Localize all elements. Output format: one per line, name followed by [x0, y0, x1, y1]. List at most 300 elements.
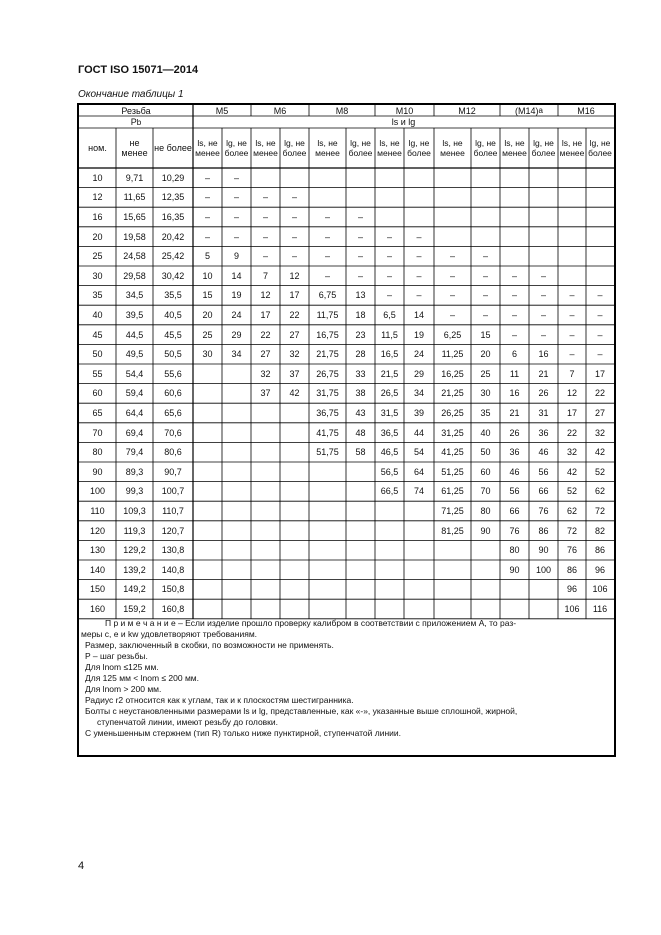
dimension-cell: – — [449, 251, 455, 262]
dimension-cell: 15 — [480, 329, 491, 340]
dimension-cell: 42 — [566, 466, 577, 477]
l-nom-header: ном. — [88, 143, 107, 153]
dimension-cell — [280, 540, 309, 560]
dimension-cell — [346, 188, 375, 208]
dimension-cell: – — [357, 251, 363, 262]
dimension-cell: 80 — [480, 505, 491, 516]
length-cell: 70,6 — [164, 427, 182, 438]
dimension-cell: 106 — [564, 603, 580, 614]
dimension-cell: 23 — [355, 329, 366, 340]
length-cell: 16 — [92, 211, 103, 222]
dimension-cell: 29 — [231, 329, 242, 340]
dimension-cell: 32 — [289, 349, 300, 360]
dimension-cell — [222, 364, 251, 384]
dimension-cell: 34 — [231, 349, 242, 360]
dimension-cell: 14 — [413, 309, 424, 320]
dimension-cell: 72 — [594, 505, 605, 516]
dimension-cell: – — [597, 290, 603, 301]
length-cell: 29,58 — [123, 270, 146, 281]
ls-min-header: ls, не менее — [195, 138, 220, 158]
dimension-cell: 22 — [594, 388, 605, 399]
pitch-text: P — [130, 117, 137, 127]
dimension-cell — [309, 521, 346, 541]
length-cell: 49,5 — [125, 349, 144, 360]
dimension-cell — [529, 580, 558, 600]
dimension-cell: 32 — [594, 427, 605, 438]
dimension-cell: – — [540, 270, 546, 281]
dimension-cell — [471, 168, 500, 188]
dimension-cell: 25 — [480, 368, 491, 379]
length-cell: 70 — [92, 427, 103, 438]
dimension-cell — [193, 599, 222, 619]
dimension-cell — [193, 462, 222, 482]
dimension-cell — [471, 227, 500, 247]
lg-max-header: lg, не более — [588, 138, 612, 158]
dimension-cell — [309, 168, 346, 188]
length-cell: 160 — [89, 603, 106, 614]
dimension-cell: 26 — [509, 427, 520, 438]
dimension-cell: 81,25 — [441, 525, 464, 536]
dimension-cell: – — [482, 309, 488, 320]
dimension-cell: 31 — [538, 407, 549, 418]
dimension-cell — [404, 501, 434, 521]
dimension-cell: – — [416, 270, 422, 281]
length-cell: 20,42 — [161, 231, 185, 242]
dimension-cell: – — [540, 329, 546, 340]
dimension-cell: – — [416, 290, 422, 301]
dimension-cell: – — [204, 211, 210, 222]
dimension-cell — [193, 442, 222, 462]
lg-max-header: lg, не более — [407, 138, 431, 158]
dimension-cell — [346, 580, 375, 600]
dimension-cell: 31,25 — [441, 427, 464, 438]
dimension-cell — [375, 188, 404, 208]
dimension-cell: 30 — [202, 349, 213, 360]
dimension-cell — [193, 403, 222, 423]
dimension-cell — [500, 580, 529, 600]
dimension-cell: 12 — [566, 388, 577, 399]
dimension-cell: – — [482, 251, 488, 262]
dimension-cell: 6 — [511, 349, 517, 360]
dimension-cell — [375, 521, 404, 541]
length-cell: 9,71 — [125, 172, 144, 183]
dimension-cell — [529, 168, 558, 188]
dimension-cell — [586, 168, 614, 188]
dimension-cell: – — [262, 231, 268, 242]
dimension-cell: 38 — [355, 388, 366, 399]
length-cell: 55,6 — [164, 368, 182, 379]
dimension-cell — [309, 580, 346, 600]
dimension-cell: 18 — [355, 309, 366, 320]
dimension-cell — [434, 540, 471, 560]
length-cell: 100,7 — [161, 486, 185, 497]
dimension-cell — [309, 462, 346, 482]
dimension-cell: 28 — [355, 349, 366, 360]
dimension-cell — [500, 599, 529, 619]
dimension-cell: 96 — [594, 564, 605, 575]
dimension-cell — [434, 599, 471, 619]
dimension-cell: 16,75 — [316, 329, 339, 340]
length-cell: 16,35 — [161, 211, 185, 222]
length-cell: 140 — [89, 564, 106, 575]
dimension-cell — [346, 168, 375, 188]
dimension-cell: 16,5 — [380, 349, 399, 360]
footnote-f: Радиус r2 относится как к углам, так и к плоскостям шестигранника. — [85, 695, 354, 705]
pitch-sup: b — [136, 117, 142, 127]
length-cell: 139,2 — [123, 564, 146, 575]
dimension-cell: – — [357, 231, 363, 242]
dimension-cell — [309, 482, 346, 502]
dimension-cell: 66 — [538, 486, 549, 497]
dimension-cell: 11,75 — [316, 309, 339, 320]
dimension-cell: 37 — [289, 368, 300, 379]
dimension-cell: 46 — [538, 447, 549, 458]
length-cell: 25,42 — [161, 251, 185, 262]
dimension-cell — [471, 580, 500, 600]
ls-min-header: ls, не менее — [502, 138, 527, 158]
dimension-cell — [375, 580, 404, 600]
dimension-cell — [375, 168, 404, 188]
dimension-cell: 27 — [260, 349, 271, 360]
thread-M10: M10 — [395, 105, 414, 116]
length-cell: 65,6 — [164, 407, 182, 418]
dimension-cell: 42 — [289, 388, 300, 399]
dimension-cell: 27 — [594, 407, 605, 418]
dimension-cell: 26,75 — [316, 368, 339, 379]
table-notes — [79, 618, 614, 739]
dimension-cell: – — [386, 290, 392, 301]
dimension-cell — [222, 482, 251, 502]
thread-M12: M12 — [458, 105, 476, 116]
dimension-cell — [346, 462, 375, 482]
dimension-cell: 9 — [233, 251, 239, 262]
length-cell: 60,6 — [164, 388, 182, 399]
dimension-cell: 52 — [594, 466, 605, 477]
dimension-cell: 39 — [413, 407, 424, 418]
dimension-cell: 6,75 — [318, 290, 337, 301]
length-cell: 34,5 — [125, 290, 144, 301]
dimension-cell — [251, 560, 280, 580]
dimension-cell — [222, 560, 251, 580]
dimension-cell: 116 — [592, 603, 608, 614]
dimension-cell: 20 — [480, 349, 491, 360]
dimension-cell — [193, 521, 222, 541]
footnote-g: Болты с неустановленными размерами ls и lg, представленные, как «-», указанные выше сплошной, жирной, — [85, 706, 518, 716]
dimension-cell: 26,25 — [441, 407, 464, 418]
dimension-cell — [558, 266, 586, 286]
dimension-cell — [222, 403, 251, 423]
dimension-cell: – — [482, 290, 488, 301]
dimension-cell: 90 — [509, 564, 520, 575]
footnote-e: Для lnom > 200 мм. — [85, 684, 162, 694]
dimension-cell — [500, 246, 529, 266]
dimension-cell: – — [449, 290, 455, 301]
dimension-cell: – — [291, 192, 297, 203]
dimension-cell: 54 — [413, 447, 424, 458]
dimension-cell: 22 — [289, 309, 300, 320]
dimension-cell: 66,5 — [380, 486, 399, 497]
dimension-cell — [471, 207, 500, 227]
dimension-cell: 66 — [509, 505, 520, 516]
dimension-cell — [309, 599, 346, 619]
dimension-cell: 86 — [594, 545, 605, 556]
dimension-cell: 24 — [231, 309, 242, 320]
dimension-cell — [375, 501, 404, 521]
thread-M14 — [500, 105, 558, 116]
dimension-cell: – — [262, 192, 268, 203]
dimension-cell — [193, 560, 222, 580]
length-cell: 54,4 — [125, 368, 144, 379]
dimension-cell — [586, 188, 614, 208]
dimension-cell: 106 — [592, 584, 608, 595]
dimension-cell: 25 — [202, 329, 213, 340]
length-cell: 50,5 — [164, 349, 182, 360]
dimension-cell: 48 — [355, 427, 366, 438]
dimension-cell — [558, 188, 586, 208]
dimension-cell — [251, 580, 280, 600]
dimension-cell — [500, 188, 529, 208]
dimension-cell: 32 — [566, 447, 577, 458]
length-cell: 140,8 — [161, 564, 185, 575]
ls-min-header: ls, не менее — [440, 138, 465, 158]
dimension-cell — [251, 423, 280, 443]
thread-M14-sup: a — [538, 106, 543, 115]
dimension-cell — [346, 599, 375, 619]
dimension-cell: 90 — [480, 525, 491, 536]
dimension-cell: – — [386, 251, 392, 262]
dimension-cell: – — [291, 231, 297, 242]
length-cell: 150,8 — [161, 584, 185, 595]
length-cell: 109,3 — [123, 505, 146, 516]
dimension-cell: 31,5 — [380, 407, 399, 418]
dimension-cell: 72 — [566, 525, 577, 536]
dimension-cell: 12 — [289, 270, 300, 281]
dimension-cell: 20 — [202, 309, 213, 320]
length-cell: 55 — [92, 368, 103, 379]
length-cell: 79,4 — [125, 447, 144, 458]
ls-min-header: ls, не менее — [315, 138, 340, 158]
dimension-cell: – — [511, 270, 517, 281]
dimension-cell: – — [511, 309, 517, 320]
dimension-cell — [375, 560, 404, 580]
dimension-cell: 11 — [509, 368, 520, 379]
dimension-cell: 16 — [538, 349, 549, 360]
dimension-cell — [346, 521, 375, 541]
thread-M16: M16 — [577, 105, 595, 116]
length-cell: 100 — [89, 486, 106, 497]
dimension-cell — [375, 599, 404, 619]
dimension-cell: 21,5 — [380, 368, 399, 379]
dimension-cell: – — [597, 349, 603, 360]
dimension-cell: – — [357, 211, 363, 222]
dimension-cell: 33 — [355, 368, 366, 379]
dimension-cell — [222, 442, 251, 462]
dimension-cell: 27 — [289, 329, 300, 340]
dimension-cell: 60 — [480, 466, 491, 477]
dimension-cell: – — [540, 290, 546, 301]
dimension-cell: – — [324, 251, 330, 262]
dimension-cell: – — [233, 231, 239, 242]
thread-M6: M6 — [273, 105, 287, 116]
length-cell: 65 — [92, 407, 103, 418]
dimension-cell — [375, 207, 404, 227]
dimension-cell — [280, 599, 309, 619]
lg-max-header: lg, не более — [282, 138, 307, 158]
dimension-cell — [280, 560, 309, 580]
length-cell: 110,7 — [162, 505, 184, 516]
dimension-cell: 74 — [413, 486, 424, 497]
dimension-cell: 40 — [480, 427, 491, 438]
dimension-cell — [586, 266, 614, 286]
dimension-cell: – — [357, 270, 363, 281]
dimension-cell: – — [262, 251, 268, 262]
dimension-cell — [434, 207, 471, 227]
dimension-cell — [193, 364, 222, 384]
dimension-cell — [222, 384, 251, 404]
dimension-cell — [309, 540, 346, 560]
ls-min-header: ls, не менее — [559, 138, 585, 158]
dimension-cell — [529, 188, 558, 208]
dimension-cell — [280, 403, 309, 423]
length-cell: 12,35 — [161, 192, 185, 203]
dimension-cell: – — [324, 231, 330, 242]
lg-max-header: lg, не более — [473, 138, 498, 158]
dimension-cell — [222, 423, 251, 443]
dimension-cell: – — [204, 192, 210, 203]
dimension-cell: – — [482, 270, 488, 281]
dimension-cell: – — [233, 172, 239, 183]
dimension-cell: 42 — [594, 447, 605, 458]
length-cell: 80,6 — [164, 447, 182, 458]
dimension-cell: – — [291, 211, 297, 222]
dimension-cell — [434, 580, 471, 600]
dimension-cell — [346, 501, 375, 521]
length-cell: 89,3 — [125, 466, 144, 477]
dimension-cell: 21,25 — [441, 388, 464, 399]
document-header: ГОСТ ISO 15071—2014 — [78, 64, 199, 76]
dimension-cell: 15 — [202, 290, 213, 301]
dimension-cell — [346, 560, 375, 580]
dimension-cell: 30 — [480, 388, 491, 399]
dimension-cell — [586, 227, 614, 247]
dimension-cell: 17 — [289, 290, 300, 301]
thread-M8: M8 — [335, 105, 349, 116]
length-cell: 69,4 — [125, 427, 144, 438]
ls-min-header: ls, не менее — [377, 138, 402, 158]
dimension-cell: 100 — [535, 564, 552, 575]
footnote-h: С уменьшенным стержнем (тип R) только ниже пунктирной, ступенчатой линии. — [85, 728, 402, 738]
length-cell: 80 — [92, 447, 103, 458]
length-cell: 50 — [92, 349, 103, 360]
length-cell: 11,65 — [123, 192, 146, 203]
dimension-cell: 26,5 — [380, 388, 399, 399]
length-cell: 10 — [92, 172, 103, 183]
dimension-cell: 76 — [566, 545, 577, 556]
dimension-cell — [404, 207, 434, 227]
ls-lg-label: ls и lg — [391, 117, 416, 127]
dimension-cell: – — [569, 329, 575, 340]
dimension-cell — [586, 246, 614, 266]
dimension-cell: 46 — [509, 466, 520, 477]
dimension-cell: 36,5 — [380, 427, 399, 438]
footnote-c: Для lnom ≤125 мм. — [85, 662, 159, 672]
dimension-cell — [558, 246, 586, 266]
length-cell: 12 — [92, 192, 103, 203]
dimension-cell — [193, 384, 222, 404]
dimension-cell: – — [569, 309, 575, 320]
dimension-cell — [280, 442, 309, 462]
dimension-cell — [251, 501, 280, 521]
length-cell: 44,5 — [125, 329, 144, 340]
dimension-cell: 58 — [355, 447, 366, 458]
dimension-cell: 19 — [413, 329, 424, 340]
dimension-cell: 6,5 — [383, 309, 396, 320]
dimension-cell: 86 — [566, 564, 577, 575]
dimension-cell — [404, 560, 434, 580]
dimension-cell — [404, 188, 434, 208]
length-cell: 39,5 — [125, 309, 144, 320]
dimension-cell: 7 — [569, 368, 575, 379]
dimension-cell — [500, 168, 529, 188]
dimension-cell: 5 — [204, 251, 210, 262]
dimension-cell: – — [449, 309, 455, 320]
dimension-cell — [529, 227, 558, 247]
dimension-cell: – — [416, 251, 422, 262]
dimension-cell: 32 — [260, 368, 271, 379]
dimension-cell — [251, 462, 280, 482]
thread-M14-text: (M14) — [515, 105, 539, 116]
dimension-cell: 41,25 — [441, 447, 464, 458]
dimension-cell — [434, 168, 471, 188]
dimension-cell: 16,25 — [441, 368, 464, 379]
dimension-cell — [346, 540, 375, 560]
length-cell: 149,2 — [123, 584, 146, 595]
dimension-cell: – — [511, 290, 517, 301]
dimension-cell: 62 — [566, 505, 577, 516]
dimension-cell: 12 — [260, 290, 271, 301]
footnote-d: Для 125 мм < lnom ≤ 200 мм. — [85, 673, 200, 683]
dimension-cell: – — [324, 211, 330, 222]
dimension-cell: 22 — [566, 427, 577, 438]
dimension-cell: – — [233, 211, 239, 222]
dimension-cell: 36 — [538, 427, 549, 438]
dimension-cell — [251, 482, 280, 502]
length-cell: 90 — [92, 466, 103, 477]
dimension-cell: 46,5 — [380, 447, 399, 458]
dimension-cell: – — [324, 270, 330, 281]
length-cell: 130,8 — [161, 545, 185, 556]
dimension-cell: 51,75 — [316, 447, 339, 458]
length-cell: 19,58 — [123, 231, 146, 242]
dimension-cell: 17 — [260, 309, 271, 320]
dimension-cell: 17 — [594, 368, 605, 379]
dimension-cell: 41,75 — [316, 427, 339, 438]
length-cell: 30 — [92, 270, 103, 281]
dimension-cell: 31,75 — [316, 388, 339, 399]
dimension-cell — [471, 599, 500, 619]
dimension-cell: 16 — [509, 388, 520, 399]
length-cell: 119,3 — [123, 525, 146, 536]
dimension-cell — [558, 207, 586, 227]
length-cell: 10,29 — [161, 172, 185, 183]
dimension-cell: 36 — [509, 447, 520, 458]
dimension-cell: 36,75 — [316, 407, 339, 418]
dimension-cell: – — [449, 270, 455, 281]
length-cell: 159,2 — [123, 603, 146, 614]
footnote-a: Размер, заключенный в скобки, по возможности не применять. — [85, 640, 334, 650]
lg-max-header: lg, не более — [348, 138, 373, 158]
dimension-cell — [471, 560, 500, 580]
